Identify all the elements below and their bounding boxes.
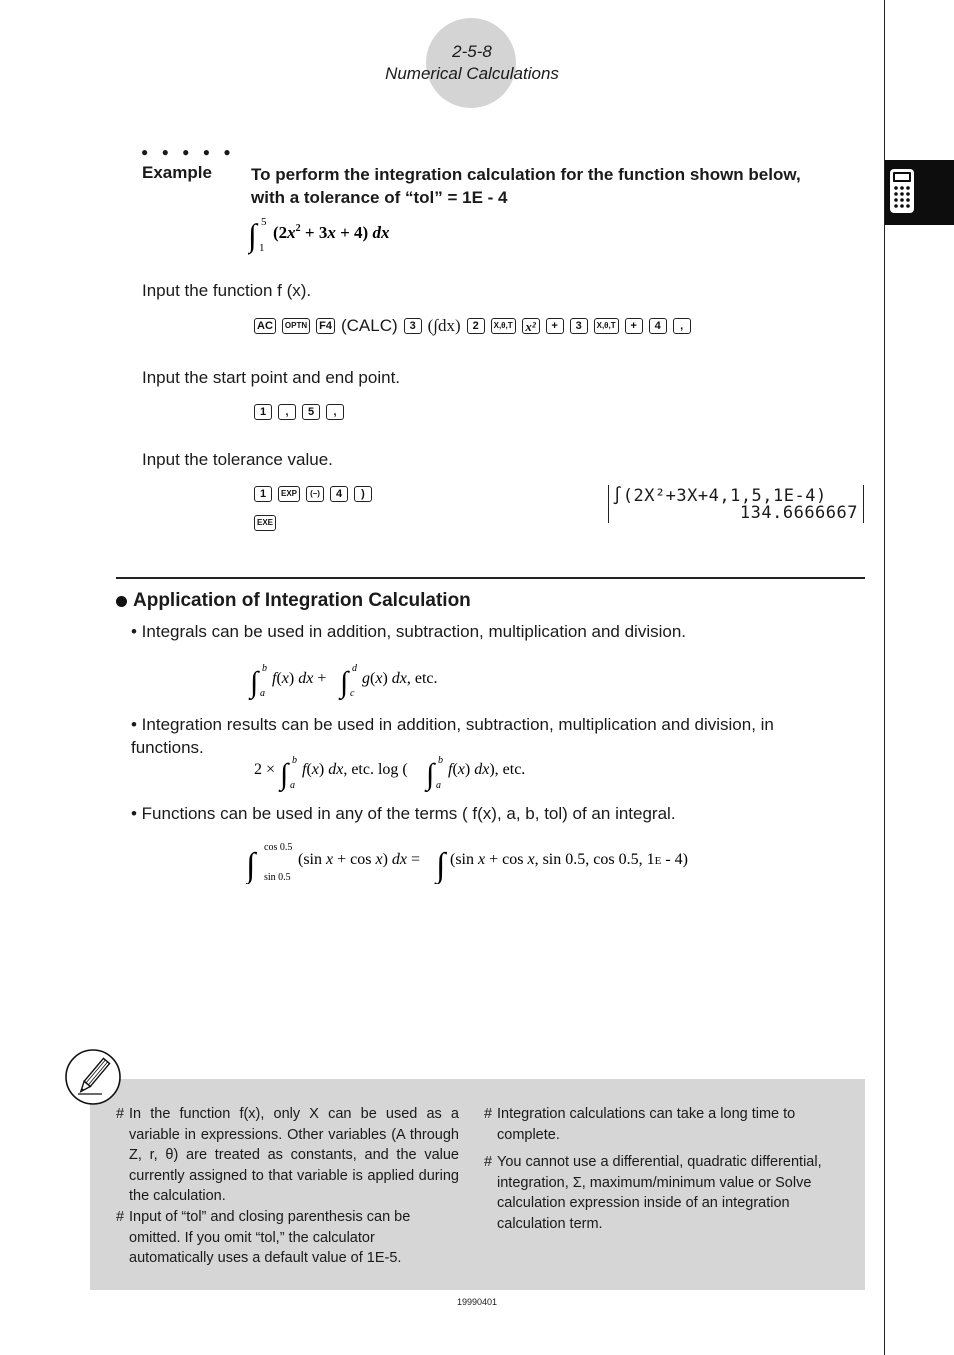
section-divider	[116, 577, 865, 579]
note-2-text: Input of “tol” and closing parenthesis can be omitted. If you omit “tol,” the calculator automatically uses a default value of 1E-5.	[129, 1209, 411, 1266]
key-exe: EXE	[254, 515, 276, 531]
key-4: 4	[649, 318, 667, 334]
header-circle	[426, 18, 516, 108]
key-ac: AC	[254, 318, 276, 334]
step-3-keys	[254, 486, 372, 502]
svg-text:f(x) dx), etc.: f(x) dx), etc.	[448, 761, 526, 778]
svg-text:f(x) dx, etc. log (: f(x) dx, etc. log (	[302, 761, 408, 778]
svg-text:b: b	[438, 755, 443, 766]
key-comma: ,	[278, 404, 296, 420]
key-negative: (–)	[306, 486, 324, 502]
example-formula	[248, 213, 548, 258]
note-4-text: You cannot use a differential, quadratic differential, integration, Σ, maximum/minimum value or Solve calculation expression inside of an integration calculation term.	[497, 1154, 822, 1232]
note-3-text: Integration calculations can take a long time to complete.	[497, 1106, 796, 1143]
svg-text:∫: ∫	[250, 666, 259, 699]
key-3: 3	[404, 318, 422, 334]
section-bullet-icon	[116, 596, 127, 607]
note-4	[484, 1152, 834, 1236]
footer-code: 19990401	[456, 1297, 498, 1307]
key-3b: 3	[570, 318, 588, 334]
key-close-paren: )	[354, 486, 372, 502]
svg-text:a: a	[290, 780, 295, 791]
svg-text:g(x) dx, etc.: g(x) dx, etc.	[362, 670, 438, 687]
key-xthetat-b: X,θ,T	[594, 318, 619, 334]
svg-text:5: 5	[261, 216, 267, 228]
note-3	[484, 1104, 834, 1148]
svg-text:1: 1	[259, 242, 265, 254]
section-header: Numerical Calculations	[385, 64, 559, 83]
formula-1	[248, 660, 568, 702]
key-label-calc: (CALC)	[340, 316, 398, 335]
bullet-2: • Integration results can be used in addition, subtraction, multiplication and division, in functions.	[131, 715, 774, 757]
svg-text:∫: ∫	[340, 666, 349, 699]
key-x-squared: x²	[522, 318, 540, 334]
svg-text:∫: ∫	[248, 217, 257, 253]
svg-text:∫: ∫	[426, 758, 435, 791]
svg-text:(sin x + cos x) dx =: (sin x + cos x) dx =	[298, 851, 421, 868]
key-xthetat: X,θ,T	[491, 318, 516, 334]
example-label: Example	[142, 163, 212, 182]
svg-text:f(x) dx +: f(x) dx +	[272, 670, 327, 687]
svg-text:c: c	[350, 688, 355, 699]
note-1-text: In the function f(x), only X can be used as a variable in expressions. Other variables (A through Z, r, θ) are treated as constants, and the value currently assigned to that variable is applied during the calculation.	[129, 1106, 459, 1204]
note-marker: #	[116, 1106, 125, 1122]
pencil-note-icon	[64, 1048, 122, 1106]
key-label-integral: (∫dx)	[427, 316, 461, 335]
key-5: 5	[302, 404, 320, 420]
key-optn: OPTN	[282, 318, 310, 334]
key-plus: +	[546, 318, 564, 334]
key-exp: EXP	[278, 486, 300, 502]
key-4: 4	[330, 486, 348, 502]
display-line-1: ∫(2X²+3X+4,1,5,1E-4)	[612, 486, 827, 506]
note-marker: #	[484, 1106, 493, 1122]
key-f4: F4	[316, 318, 335, 334]
note-marker: #	[116, 1209, 125, 1225]
section-title: Application of Integration Calculation	[133, 590, 471, 611]
key-comma: ,	[673, 318, 691, 334]
note-2	[116, 1207, 461, 1271]
formula-3	[246, 838, 746, 884]
display-result: 134.6666667	[739, 503, 858, 523]
svg-text:∫: ∫	[246, 847, 256, 884]
svg-text:sin 0.5: sin 0.5	[264, 872, 291, 883]
example-dots: ● ● ● ● ●	[141, 145, 236, 159]
example-description: To perform the integration calculation for the function shown below, with a tolerance of “tol” = 1E - 4	[251, 165, 801, 207]
step-1-keys	[254, 316, 691, 336]
key-plus-b: +	[625, 318, 643, 334]
bullet-1: • Integrals can be used in addition, subtraction, multiplication and division.	[131, 622, 686, 641]
svg-text:a: a	[436, 780, 441, 791]
svg-text:cos 0.5: cos 0.5	[264, 842, 293, 853]
svg-text:(2x2 + 3x + 4) dx: $(2x^2 + 3x + 4)$ dx	[273, 223, 390, 242]
svg-text:a: a	[260, 688, 265, 699]
svg-text:∫: ∫	[280, 758, 289, 791]
svg-text:∫: ∫	[436, 847, 446, 884]
note-1	[116, 1104, 461, 1214]
formula-2	[252, 752, 672, 794]
step-1-text: Input the function f (x).	[142, 281, 312, 300]
step-3-text: Input the tolerance value.	[142, 450, 333, 469]
page-number: 2-5-8	[452, 42, 492, 61]
note-marker: #	[484, 1154, 493, 1170]
svg-text:2 ×: 2 ×	[254, 761, 276, 778]
step-2-keys	[254, 404, 344, 420]
svg-text:b: b	[292, 755, 297, 766]
svg-text:(sin x + cos x, sin 0.5, cos 0: (sin x + cos x, sin 0.5, cos 0.5, 1E - 4)	[450, 851, 688, 868]
bullet-3: • Functions can be used in any of the terms ( f(x), a, b, tol) of an integral.	[131, 804, 676, 823]
key-1: 1	[254, 486, 272, 502]
svg-text:b: b	[262, 663, 267, 674]
key-comma: ,	[326, 404, 344, 420]
svg-text:d: d	[352, 663, 357, 674]
step-3-exe-keys	[254, 515, 276, 531]
step-2-text: Input the start point and end point.	[142, 368, 401, 387]
calculator-icon	[889, 168, 915, 214]
key-2: 2	[467, 318, 485, 334]
key-1: 1	[254, 404, 272, 420]
